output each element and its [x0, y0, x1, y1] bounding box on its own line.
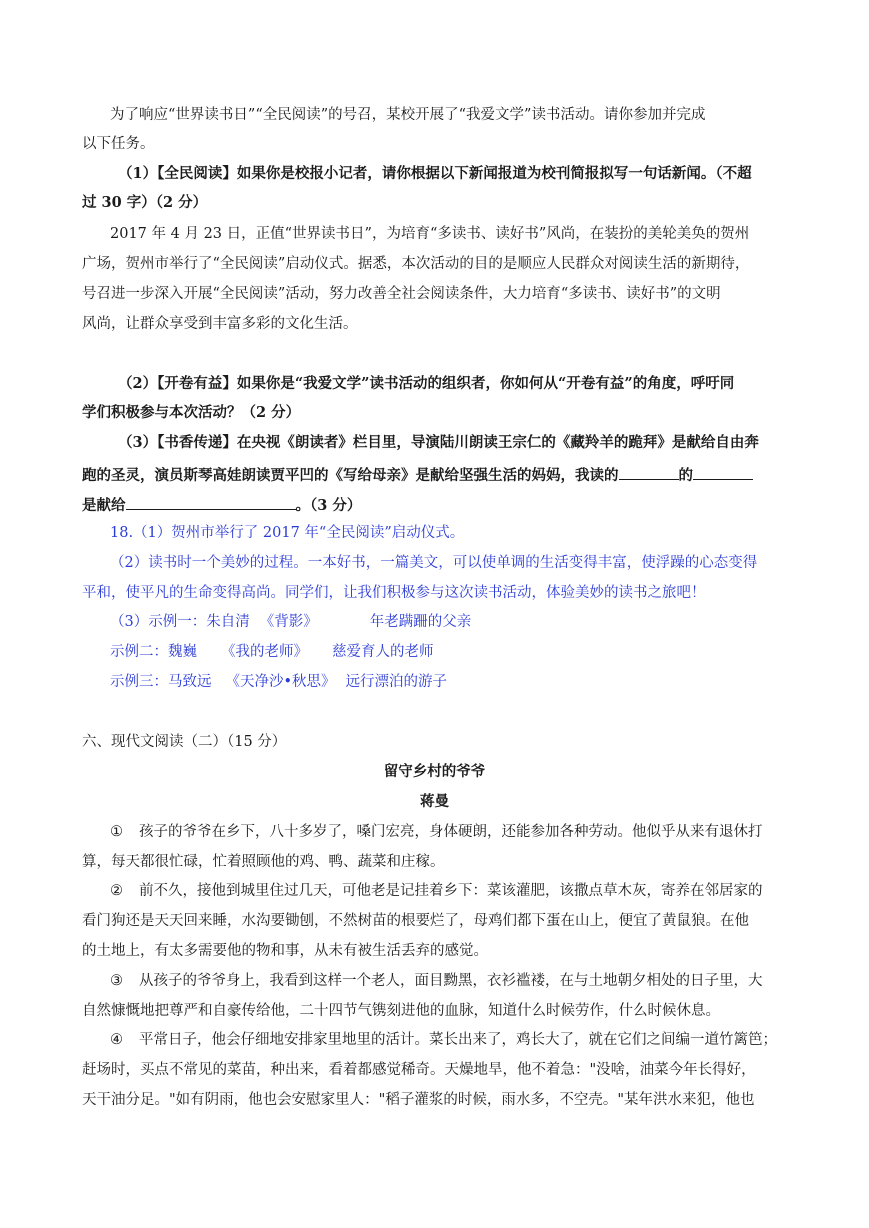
- paragraph-4-line-2: 赶场时，买点不常见的菜苗，种出来，看着都感觉稀奇。天燥地旱，他不着急："没啥，油菜今年长得好，: [82, 1062, 756, 1078]
- example-label: 示例三：马致远: [110, 674, 212, 690]
- question-3-text: 。（3 分）: [295, 497, 362, 514]
- paragraph-number: ②: [110, 883, 123, 899]
- news-line-4: 风尚，让群众享受到丰富多彩的文化生活。: [82, 316, 358, 332]
- example-book: 《天净沙•秋思》: [225, 674, 336, 690]
- news-line-3: 号召进一步深入开展“全民阅读”活动，努力改善全社会阅读条件，大力培育“多读书、读好书”的文明: [82, 286, 721, 302]
- paragraph-4-line-3: 天干油分足。"如有阴雨，他也会安慰家里人："稻子灌浆的时候，雨水多，不空壳。"某年洪水来犯，他也: [82, 1092, 755, 1108]
- answer-3-example-1: [110, 612, 471, 632]
- answer-blank[interactable]: [619, 463, 679, 480]
- example-target: 慈爱育人的老师: [332, 644, 434, 660]
- paragraph-text: 从孩子的爷爷身上，我看到这样一个老人，面目黝黑，衣衫褴褛，在与土地朝夕相处的日子里，大: [139, 973, 763, 989]
- paragraph-text: 平常日子，他会仔细地安排家里地里的活计。菜长出来了，鸡长大了，就在它们之间编一道竹篱笆；: [139, 1032, 777, 1048]
- intro-line-2: 以下任务。: [82, 136, 155, 152]
- answer-blank[interactable]: [126, 493, 296, 510]
- news-line-2: 广场，贺州市举行了“全民阅读”启动仪式。据悉，本次活动的目的是顺应人民群众对阅读生活的新期待，: [82, 256, 750, 272]
- paragraph-2-line-1: [110, 881, 763, 901]
- question-3-text: 跑的圣灵，演员斯琴高娃朗读贾平凹的《写给母亲》是献给坚强生活的妈妈，我读的: [82, 467, 619, 484]
- question-3-line-1: （3）【书香传递】在央视《朗读者》栏目里，导演陆川朗读王宗仁的《藏羚羊的跪拜》是献给自由奔: [118, 434, 759, 451]
- paragraph-2-line-2: 看门狗还是天天回来睡，水沟要锄刨，不然树苗的根要烂了，母鸡们都下蛋在山上，便宜了黄鼠狼。在他: [82, 913, 749, 929]
- answer-3-example-2: [110, 642, 434, 662]
- article-author: 蒋曼: [420, 793, 449, 810]
- paragraph-1-line-2: 算，每天都很忙碌，忙着照顾他的鸡、鸭、蔬菜和庄稼。: [82, 854, 445, 870]
- question-3-line-3: [82, 493, 361, 516]
- question-2-line-2: 学们积极参与本次活动？（2 分）: [82, 404, 301, 421]
- paragraph-number: ③: [110, 973, 123, 989]
- paragraph-2-line-3: 的土地上，有太多需要他的物和事，从未有被生活丢弃的感觉。: [82, 943, 488, 959]
- paragraph-text: 前不久，接他到城里住过几天，可他老是记挂着乡下：菜该灌肥，该撒点草木灰，寄养在邻居家的: [139, 883, 763, 899]
- example-target: 远行漂泊的游子: [345, 674, 448, 690]
- paragraph-3-line-1: [110, 971, 763, 991]
- answer-3-example-3: [110, 672, 447, 692]
- answer-blank[interactable]: [693, 463, 753, 480]
- article-title: 留守乡村的爷爷: [383, 763, 486, 780]
- paragraph-number: ④: [110, 1032, 123, 1048]
- paragraph-3-line-2: 自然慷慨地把尊严和自豪传给他，二十四节气镌刻进他的血脉，知道什么时候劳作，什么时候休息。: [82, 1003, 720, 1019]
- example-label: （3）示例一：朱自清: [110, 614, 250, 630]
- answer-2-line-1: （2）读书时一个美妙的过程。一本好书，一篇美文，可以使单调的生活变得丰富，使浮躁的心态变得: [110, 555, 758, 571]
- section-heading: 六、现代文阅读（二）（15 分）: [82, 734, 287, 750]
- news-line-1: 2017 年 4 月 23 日，正值“世界读书日”，为培育“多读书、读好书”风尚，在装扮的美轮美奂的贺州: [110, 226, 750, 242]
- question-3-line-2: [82, 463, 753, 486]
- paragraph-text: 孩子的爷爷在乡下，八十多岁了，嗓门宏亮，身体硬朗，还能参加各种劳动。他似乎从来有退休打: [139, 824, 763, 840]
- example-book: 《背影》: [259, 614, 318, 630]
- question-3-text: 的: [678, 467, 693, 484]
- paragraph-number: ①: [110, 824, 123, 840]
- question-3-text: 是献给: [82, 497, 126, 514]
- question-1-line-1: （1）【全民阅读】如果你是校报小记者，请你根据以下新闻报道为校刊简报拟写一句话新闻。（不超: [118, 165, 752, 182]
- answer-2-line-2: 平和，使平凡的生命变得高尚。同学们，让我们积极参与这次读书活动，体验美妙的读书之旅吧！: [82, 585, 706, 601]
- paragraph-4-line-1: [110, 1030, 777, 1050]
- example-book: 《我的老师》: [221, 644, 308, 660]
- answer-1: 18.（1）贺州市举行了 2017 年“全民阅读”启动仪式。: [110, 525, 465, 541]
- question-2-line-1: （2）【开卷有益】如果你是“我爱文学”读书活动的组织者，你如何从“开卷有益”的角度，呼吁同: [118, 375, 735, 392]
- intro-line-1: 为了响应“世界读书日”“全民阅读”的号召，某校开展了“我爱文学”读书活动。请你参加并完成: [110, 107, 706, 123]
- question-1-line-2: 过 30 字）（2 分）: [82, 194, 208, 211]
- example-label: 示例二：魏巍: [110, 644, 197, 660]
- paragraph-1-line-1: [110, 822, 763, 842]
- example-target: 年老蹒跚的父亲: [369, 614, 472, 630]
